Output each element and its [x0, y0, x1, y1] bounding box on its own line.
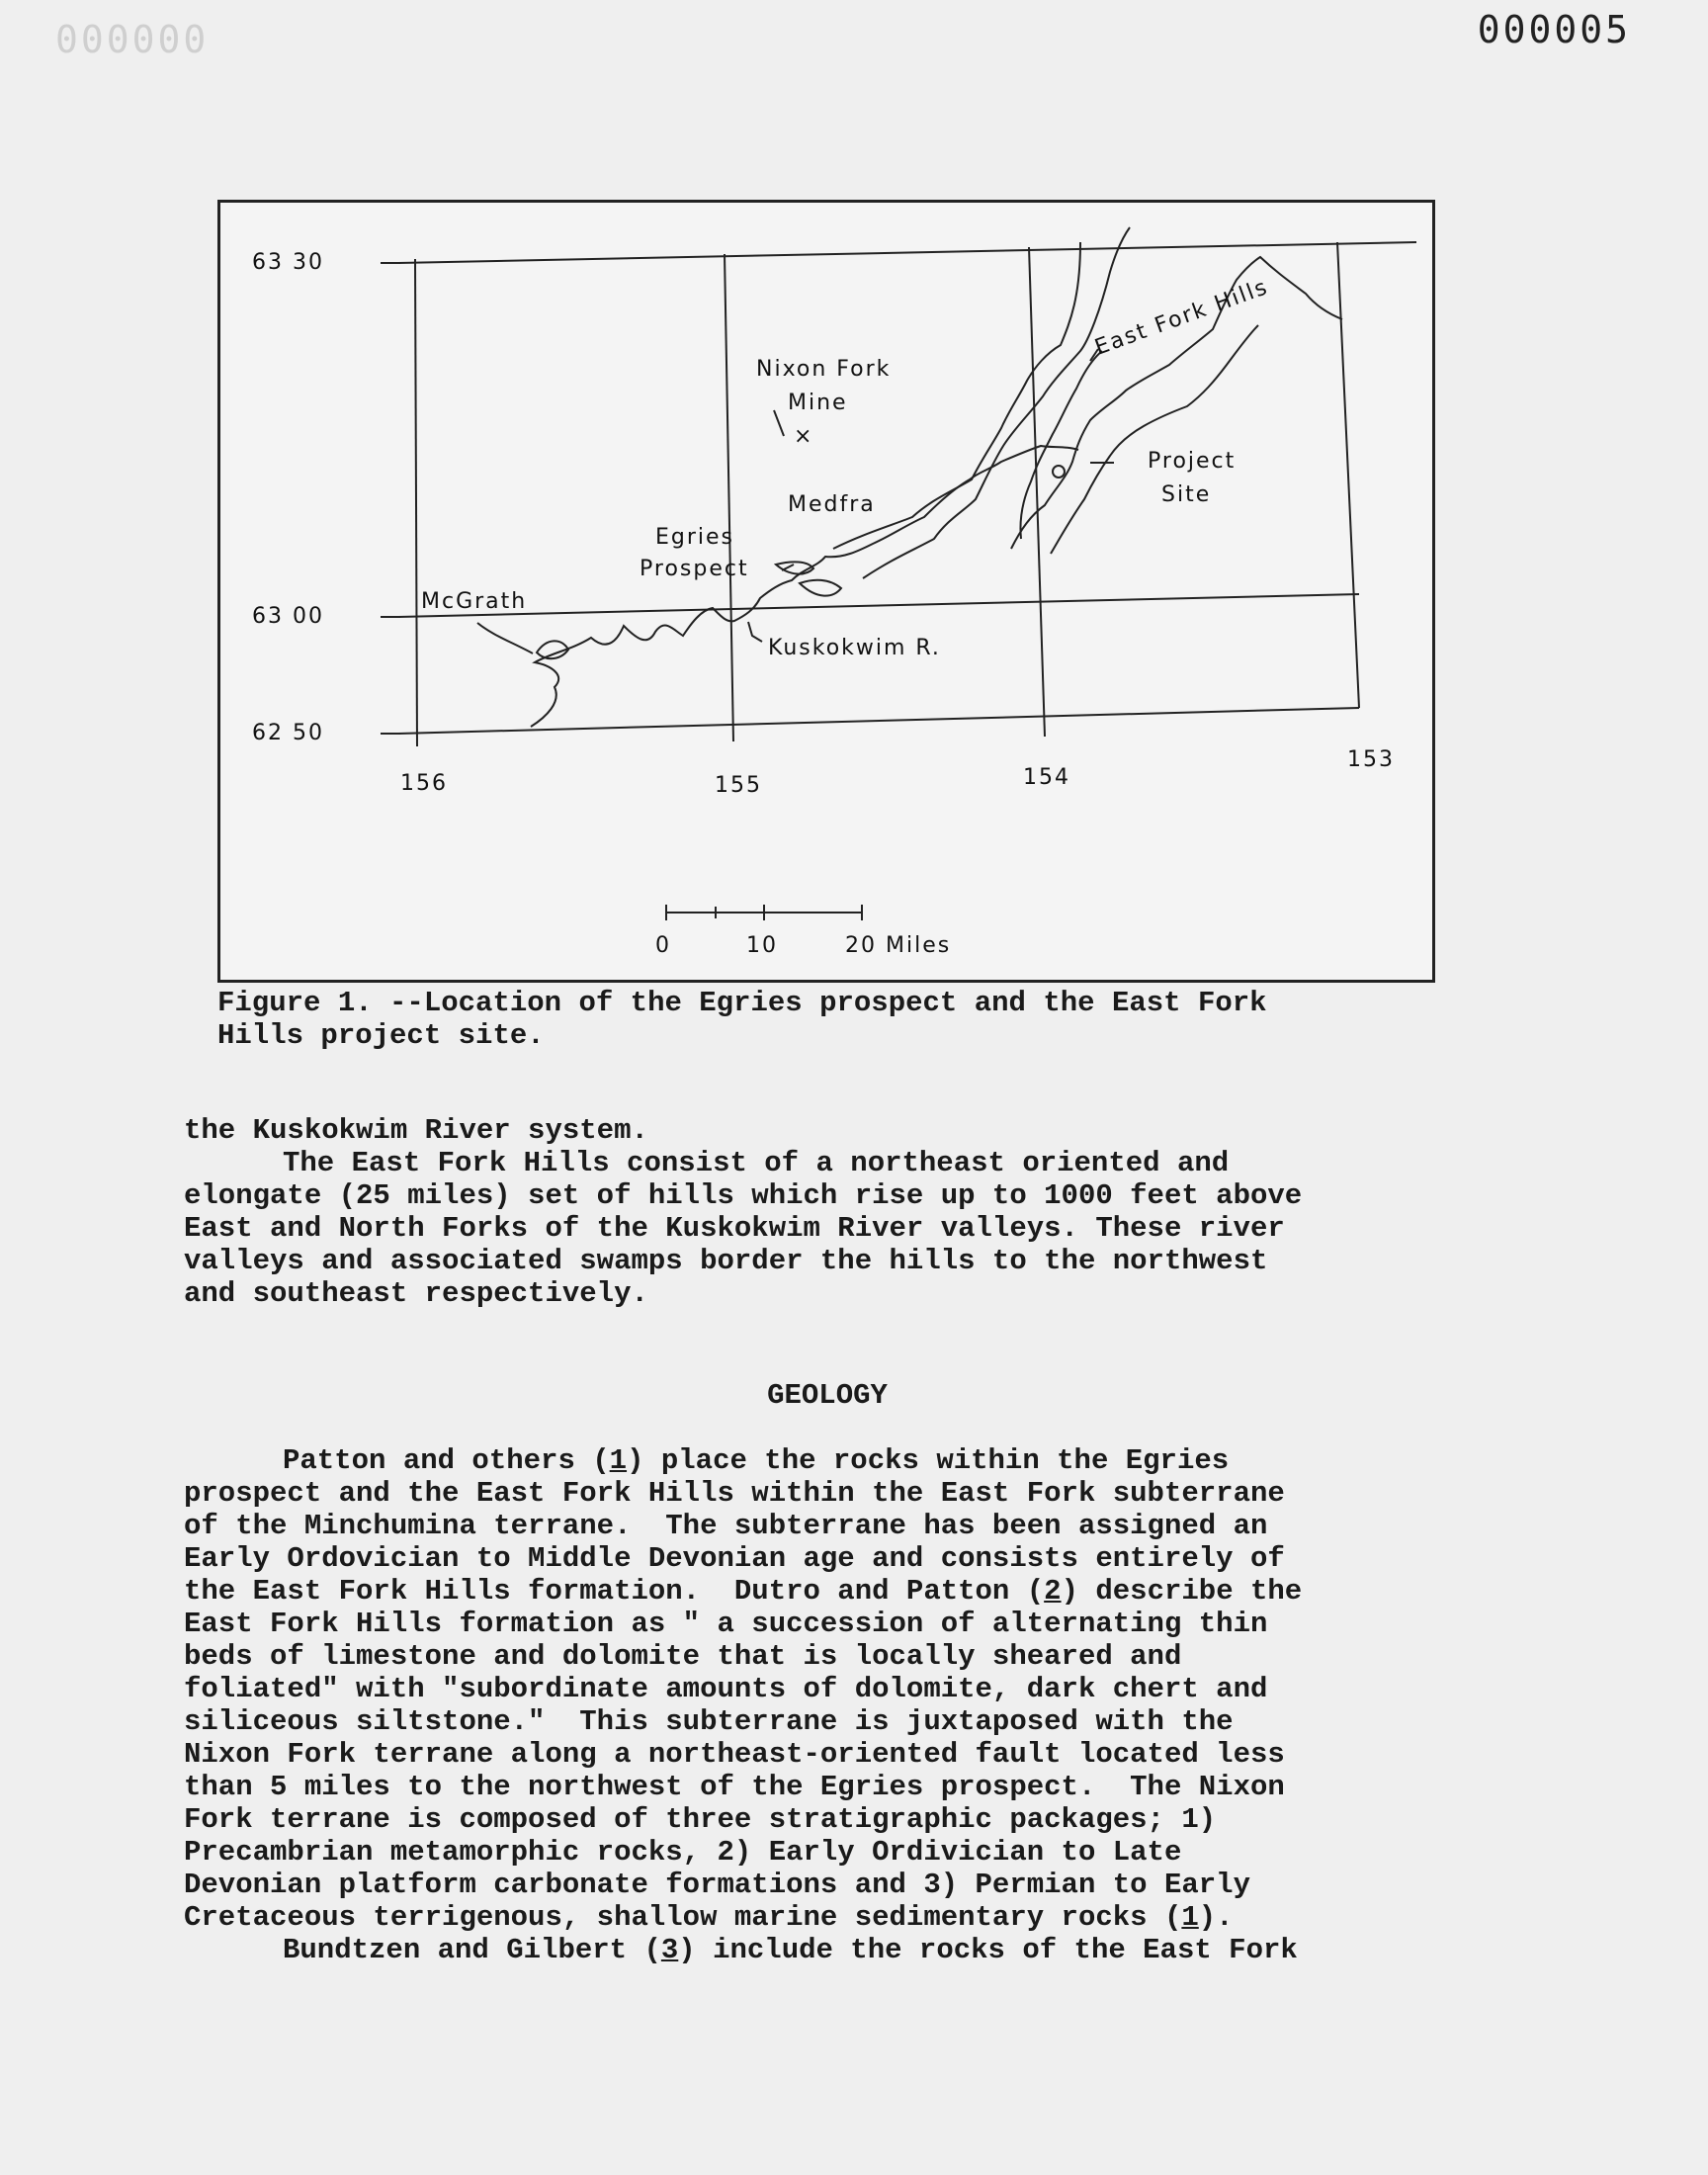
reference-1: 1: [609, 1444, 628, 1477]
para3-line-7: beds of limestone and dolomite that is locally sheared and: [184, 1640, 1182, 1673]
mcgrath-leader: [477, 623, 533, 653]
reference-2: 2: [1044, 1575, 1062, 1608]
para3-line-15b: ).: [1198, 1901, 1234, 1934]
longitude-line-153: [1337, 242, 1359, 708]
lon-label-155: 155: [715, 773, 762, 798]
egries-leader: [782, 565, 794, 570]
ghost-page-number: 000000: [55, 18, 210, 61]
para3-line-8: foliated" with "subordinate amounts of dolomite, dark chert and: [184, 1673, 1268, 1705]
medfra-label: Medfra: [788, 492, 876, 517]
latitude-line-62-50: [398, 708, 1359, 734]
nixon-fork-label: Nixon Fork: [756, 357, 892, 382]
mcgrath-label: McGrath: [421, 589, 528, 614]
east-fork-hills-label: East Fork Hills: [1091, 274, 1272, 361]
caption-line-2: Hills project site.: [217, 1019, 545, 1052]
para3-line-15a: Cretaceous terrigenous, shallow marine sedimentary rocks (: [184, 1901, 1182, 1934]
para3-line-3: of the Minchumina terrane. The subterrane has been assigned an: [184, 1510, 1268, 1542]
scale-label-0: 0: [655, 933, 671, 958]
longitude-line-156: [415, 259, 417, 746]
lon-label-154: 154: [1023, 765, 1070, 790]
lat-label-63-00: 63 00: [252, 604, 324, 629]
reference-1-repeat: 1: [1181, 1901, 1199, 1934]
caption-line-1: Figure 1. --Location of the Egries prospect and the East Fork: [217, 987, 1267, 1019]
kuskokwim-label: Kuskokwim R.: [768, 636, 941, 660]
egries-label: Egries: [655, 525, 735, 550]
nixon-fork-leader: [774, 410, 784, 436]
paragraph-continuation: [184, 1114, 1489, 1147]
para3-line-4: Early Ordovician to Middle Devonian age and consists entirely of: [184, 1542, 1285, 1575]
longitude-line-154: [1029, 247, 1045, 737]
lat-label-62-50: 62 50: [252, 721, 324, 745]
para3-line-10: Nixon Fork terrane along a northeast-oriented fault located less: [184, 1738, 1285, 1771]
reference-3: 3: [660, 1934, 679, 1966]
para2-line-4: valleys and associated swamps border the hills to the northwest: [184, 1245, 1268, 1277]
para3-line-6: East Fork Hills formation as " a succession of alternating thin: [184, 1608, 1268, 1640]
para4-line-1a: Bundtzen and Gilbert (: [283, 1934, 661, 1966]
para3-line-9: siliceous siltstone." This subterrane is juxtaposed with the: [184, 1705, 1234, 1738]
longitude-line-155: [725, 254, 733, 741]
paragraph-geology: [184, 1444, 1489, 1934]
latitude-line-63-00: [398, 594, 1359, 617]
para2-line-3: East and North Forks of the Kuskokwim River valleys. These river: [184, 1212, 1285, 1245]
scale-label-20: 20 Miles: [845, 933, 952, 958]
para2-line-1: The East Fork Hills consist of a northeast oriented and: [283, 1147, 1230, 1179]
scale-label-10: 10: [746, 933, 778, 958]
paragraph-east-fork-hills: [184, 1147, 1489, 1310]
lat-label-63-30: 63 30: [252, 250, 324, 275]
para2-line-5: and southeast respectively.: [184, 1277, 648, 1310]
para3-line-14: Devonian platform carbonate formations and 3) Permian to Early: [184, 1869, 1250, 1901]
site-label: Site: [1161, 482, 1212, 507]
kuskokwim-leader: [748, 622, 762, 642]
para3-line-2: prospect and the East Fork Hills within the East Fork subterrane: [184, 1477, 1285, 1510]
kuskokwim-river: [531, 446, 1078, 727]
para3-line-1a: Patton and others (: [283, 1444, 610, 1477]
lon-label-156: 156: [400, 771, 448, 796]
mine-marker: ×: [794, 424, 814, 449]
para3-line-13: Precambrian metamorphic rocks, 2) Early Ordivician to Late: [184, 1836, 1182, 1869]
lon-label-153: 153: [1347, 747, 1395, 772]
project-site-symbol: [1053, 466, 1065, 478]
para4-line-1b: ) include the rocks of the East Fork: [678, 1934, 1298, 1966]
location-map: [217, 200, 1435, 983]
map-drawing: [220, 203, 1432, 980]
para3-line-5b: ) describe the: [1061, 1575, 1303, 1608]
para1-line-1: the Kuskokwim River system.: [184, 1114, 648, 1147]
paragraph-bundtzen: [184, 1934, 1489, 1966]
para3-line-1b: ) place the rocks within the Egries: [627, 1444, 1230, 1477]
prospect-label: Prospect: [640, 557, 749, 581]
project-label: Project: [1148, 449, 1237, 474]
figure-caption: [217, 987, 1453, 1052]
section-heading-geology: GEOLOGY: [767, 1379, 888, 1412]
para3-line-5a: the East Fork Hills formation. Dutro and Patton (: [184, 1575, 1045, 1608]
para3-line-12: Fork terrane is composed of three stratigraphic packages; 1): [184, 1803, 1217, 1836]
page-number: 000005: [1477, 8, 1631, 51]
para3-line-11: than 5 miles to the northwest of the Egries prospect. The Nixon: [184, 1771, 1285, 1803]
para2-line-2: elongate (25 miles) set of hills which rise up to 1000 feet above: [184, 1179, 1303, 1212]
mine-label: Mine: [788, 391, 848, 415]
